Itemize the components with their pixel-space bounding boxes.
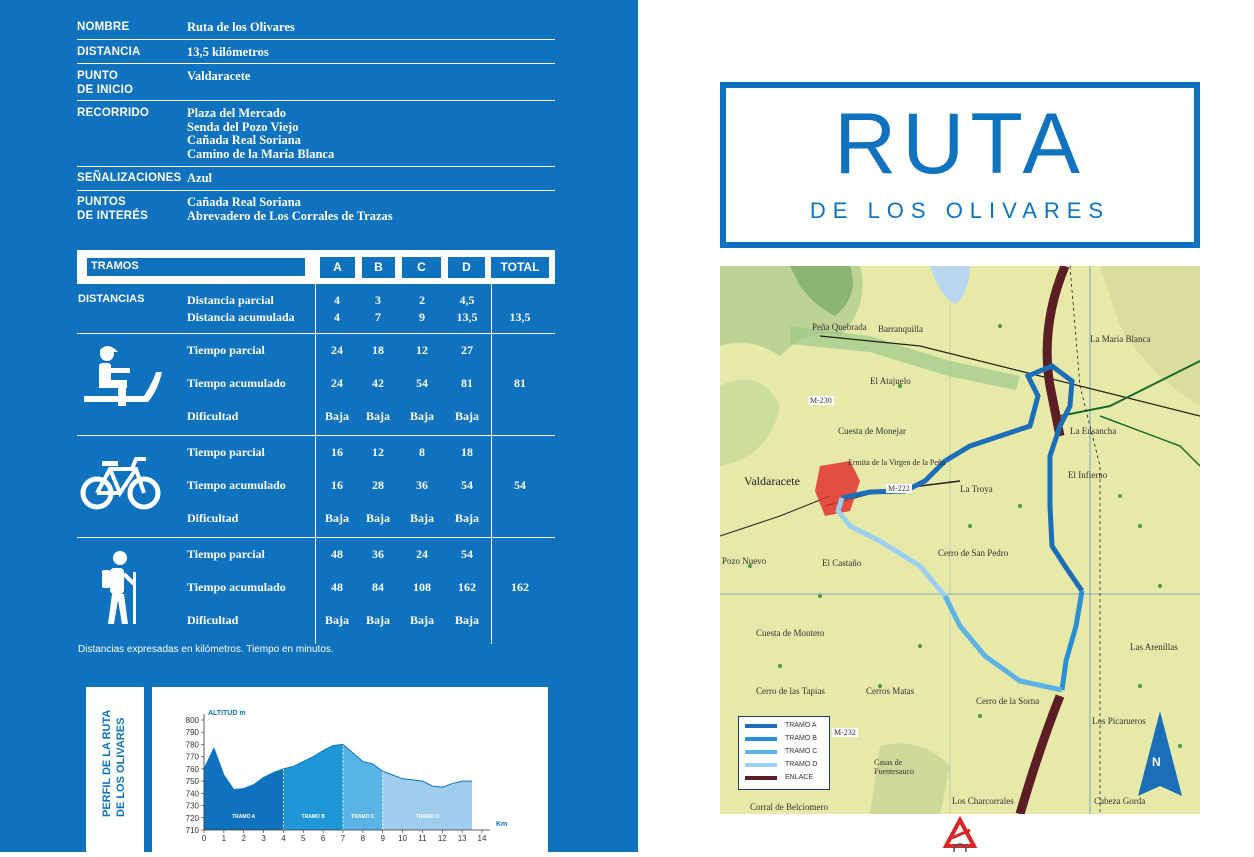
cell: 54 (416, 376, 428, 390)
legend-swatch (745, 750, 777, 754)
x-tick-label: 6 (320, 834, 326, 843)
row-label: Tiempo parcial (187, 343, 265, 357)
cell: 42 (372, 376, 384, 390)
profile-segment-label: TRAMO C (351, 814, 375, 820)
cell: Baja (410, 409, 434, 423)
cell: 162 (458, 580, 476, 594)
page-title: RUTA (834, 96, 1086, 192)
cell: Baja (325, 409, 349, 423)
total-cell: 13,5 (509, 310, 531, 324)
map-label-barranquilla: Barranquilla (878, 324, 923, 334)
profile-title-line1: PERFIL DE LA RUTA (101, 709, 113, 817)
map-label-ermita: Ermita de la Virgen de la Peña (848, 458, 946, 467)
cell: Baja (410, 511, 434, 525)
svg-text:N: N (1152, 755, 1161, 769)
info-value: 13,5 kilómetros (187, 45, 269, 59)
tramos-header (77, 250, 555, 284)
cell: 54 (461, 547, 473, 561)
y-axis-label: ALTITUD m (208, 710, 246, 717)
info-label: PUNTOS DE INTERÉS (77, 196, 149, 222)
column-header-total: TOTAL (491, 257, 549, 278)
row-label: Dificultad (187, 409, 239, 423)
x-tick-label: 1 (221, 834, 227, 843)
cell: Baja (325, 511, 349, 525)
cell: Baja (366, 511, 390, 525)
column-header-c: C (402, 257, 441, 278)
profile-segment-area (383, 771, 472, 830)
cell: 4,5 (459, 293, 475, 307)
legend-swatch (745, 776, 777, 780)
total-cell: 81 (514, 376, 526, 390)
legend-swatch (745, 763, 777, 767)
x-tick-label: 8 (360, 834, 366, 843)
logo-icon (940, 816, 980, 852)
legend-label: TRAMO B (785, 735, 817, 742)
column-header-d: D (448, 257, 485, 278)
map-legend (738, 716, 830, 790)
info-label: DISTANCIA (77, 46, 141, 58)
info-row-punto-inicio (77, 70, 555, 111)
hiker-icon (98, 550, 144, 631)
row-label: Tiempo acumulado (187, 580, 286, 594)
cell: 48 (331, 547, 343, 561)
cell: 81 (461, 376, 473, 390)
map-label-cerros-matas: Cerros Matas (866, 686, 915, 696)
legend-label: ENLACE (785, 774, 814, 781)
divider (77, 100, 555, 101)
cell: 16 (331, 445, 343, 459)
row-label: Tiempo acumulado (187, 478, 286, 492)
divider (77, 63, 555, 64)
tramos-label-box (87, 258, 305, 276)
map-label-cuesta-de-monejar: Cuesta de Monejar (838, 426, 906, 436)
map-label-m232: M-232 (834, 728, 856, 737)
profile-title-line2: DE LOS OLIVARES (115, 717, 127, 817)
y-tick-label: 760 (185, 764, 199, 774)
map-label-pena-quebrada: Peña Quebrada (812, 322, 867, 332)
legend-label: TRAMO D (785, 761, 818, 768)
info-value: Ruta de los Olivares (187, 20, 295, 34)
map-label-valdaracete: Valdaracete (744, 474, 800, 488)
horse-rider-icon (80, 344, 162, 421)
cell: 36 (372, 547, 384, 561)
section-label-distancias: DISTANCIAS (78, 293, 145, 305)
divider (77, 190, 555, 191)
x-tick-label: 12 (437, 834, 447, 843)
profile-segment-label: TRAMO D (415, 814, 440, 820)
divider (77, 537, 555, 538)
x-tick-label: 11 (418, 834, 427, 843)
x-tick-label: 3 (261, 834, 266, 843)
profile-segment-label: TRAMO A (232, 814, 256, 820)
profile-side-title (86, 687, 144, 852)
cell: 54 (461, 478, 473, 492)
y-tick-label: 740 (185, 789, 199, 799)
column-divider (315, 284, 316, 644)
map-label-m230: M-230 (810, 396, 832, 405)
divider (77, 435, 555, 436)
y-tick-label: 750 (185, 777, 199, 787)
cell: Baja (455, 613, 479, 627)
legend-swatch (745, 737, 777, 741)
x-tick-label: 9 (380, 834, 385, 843)
elevation-profile-chart (152, 687, 548, 852)
divider (77, 166, 555, 167)
cell: 18 (461, 445, 473, 459)
x-tick-label: 13 (457, 834, 467, 843)
map-label-la-ensancha: La Ensancha (1070, 426, 1117, 436)
y-tick-label: 710 (185, 826, 199, 835)
map-label-casas-fuentesauco: Casas de Fuentesauco (874, 758, 914, 776)
y-tick-label: 790 (185, 728, 199, 738)
cell: 7 (375, 310, 381, 324)
row-label: Dificultad (187, 613, 239, 627)
cell: 27 (461, 343, 473, 357)
cell: 28 (372, 478, 384, 492)
x-tick-label: 4 (281, 834, 286, 843)
info-value: Valdaracete (187, 69, 251, 83)
map-label-cerro-de-las-tapias: Cerro de las Tapias (756, 686, 825, 696)
map-label-el-infierno: El Infierno (1068, 470, 1108, 480)
cell: 84 (372, 580, 384, 594)
y-tick-label: 780 (185, 740, 199, 750)
y-tick-label: 720 (185, 813, 199, 823)
cell: 12 (372, 445, 384, 459)
bicycle-icon (80, 455, 162, 522)
cell: 3 (375, 293, 381, 307)
profile-segment-label: TRAMO B (301, 814, 325, 820)
cell: 48 (331, 580, 343, 594)
cell: 2 (419, 293, 425, 307)
x-tick-label: 0 (201, 834, 207, 843)
cell: 108 (413, 580, 431, 594)
map-label-los-picarueros: Los Picarueros (1092, 716, 1146, 726)
legend-label: TRAMO C (785, 748, 818, 755)
title-box (720, 82, 1200, 248)
map-label-cuesta-de-montero: Cuesta de Montero (756, 628, 825, 638)
cell: Baja (410, 613, 434, 627)
row-label: Tiempo parcial (187, 547, 265, 561)
x-tick-label: 5 (301, 834, 306, 843)
x-tick-label: 10 (398, 834, 408, 843)
column-header-b: B (362, 257, 395, 278)
x-tick-label: 2 (241, 834, 246, 843)
cell: 24 (416, 547, 428, 561)
row-label: Tiempo acumulado (187, 376, 286, 390)
x-axis-label: Km (496, 821, 508, 828)
x-tick-label: 14 (477, 834, 487, 843)
legend-label: TRAMO A (785, 722, 817, 729)
total-cell: 54 (514, 478, 526, 492)
cell: Baja (325, 613, 349, 627)
divider (77, 333, 555, 334)
map-label-cerro-de-la-sorna: Cerro de la Sorna (976, 696, 1040, 706)
x-tick-label: 7 (340, 834, 346, 843)
row-label: Tiempo parcial (187, 445, 265, 459)
tramos-label: TRAMOS (91, 260, 139, 272)
total-cell: 162 (511, 580, 529, 594)
map-label-el-castano: El Castaño (822, 558, 862, 568)
cell: 24 (331, 376, 343, 390)
cell: 8 (419, 445, 425, 459)
info-label: PUNTO DE INICIO (77, 70, 134, 96)
map-label-pozo-nuevo: Pozo Nuevo (722, 556, 767, 566)
footnote: Distancias expresadas en kilómetros. Tiempo en minutos. (78, 644, 334, 655)
map-label-los-charcorrales: Los Charcorrales (952, 796, 1014, 806)
cell: 9 (419, 310, 425, 324)
map-label-la-maria-blanca: La María Blanca (1090, 334, 1151, 344)
info-value: Plaza del Mercado Senda del Pozo Viejo Cañada Real Soriana Camino de la María Blanca (187, 106, 335, 161)
cell: 16 (331, 478, 343, 492)
cell: 36 (416, 478, 428, 492)
row-label: Distancia parcial (187, 293, 274, 307)
legend-swatch (745, 724, 777, 728)
cell: 24 (331, 343, 343, 357)
cell: 18 (372, 343, 384, 357)
cell: 4 (334, 293, 340, 307)
column-header-a: A (320, 257, 355, 278)
map-label-cerro-san-pedro: Cerro de San Pedro (938, 548, 1009, 558)
y-tick-label: 730 (185, 801, 199, 811)
map-label-la-troya: La Troya (960, 484, 993, 494)
title-inner (726, 88, 1194, 242)
row-label: Distancia acumulada (187, 310, 295, 324)
info-label: SEÑALIZACIONES (77, 172, 182, 184)
cell: Baja (366, 613, 390, 627)
cell: Baja (455, 511, 479, 525)
y-tick-label: 770 (185, 752, 199, 762)
map-label-cabeza-gorda: Cabeza Gorda (1094, 796, 1146, 806)
y-tick-label: 800 (185, 716, 199, 725)
cell: Baja (366, 409, 390, 423)
row-label: Dificultad (187, 511, 239, 525)
map-label-el-atajuelo: El Atajuelo (870, 376, 911, 386)
map-label-m222: M-222 (888, 484, 910, 493)
cell: 4 (334, 310, 340, 324)
map-label-las-arenillas: Las Arenillas (1130, 642, 1178, 652)
info-label: RECORRIDO (77, 107, 150, 119)
info-value: Cañada Real Soriana Abrevadero de Los Corrales de Trazas (187, 195, 393, 223)
cell: 12 (416, 343, 428, 357)
divider (77, 39, 555, 40)
column-divider (491, 284, 492, 644)
cell: Baja (455, 409, 479, 423)
info-value: Azul (187, 171, 212, 185)
cell: 13,5 (456, 310, 478, 324)
info-label: NOMBRE (77, 21, 130, 33)
map-label-corral-belciomero: Corral de Belciomero (750, 802, 828, 812)
page-subtitle: DE LOS OLIVARES (809, 198, 1111, 223)
